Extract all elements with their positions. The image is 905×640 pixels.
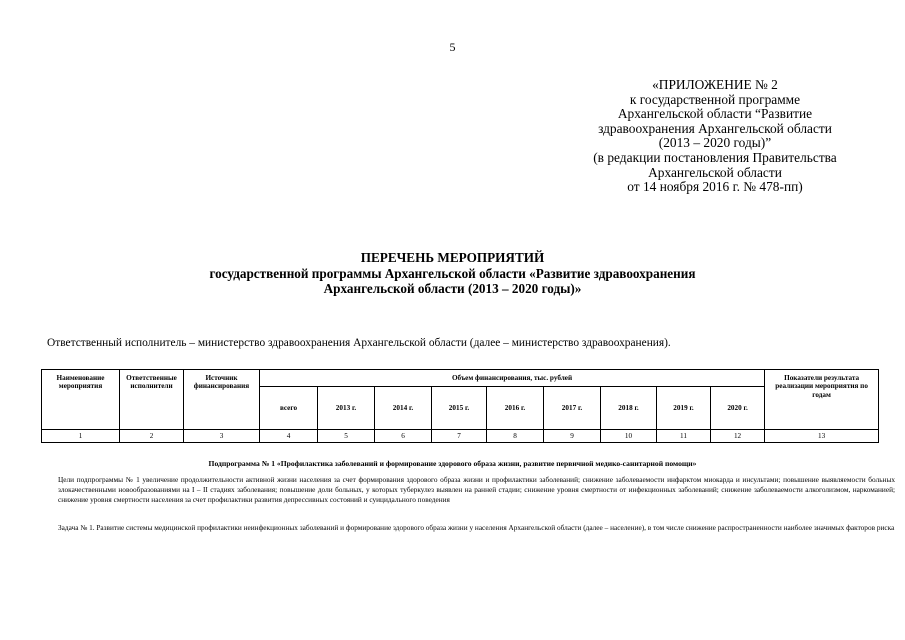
appendix-line: (в редакции постановления Правительства — [593, 149, 837, 165]
appendix-line: Архангельской области “Развитие — [617, 106, 813, 122]
column-number: 9 — [544, 430, 601, 443]
header-indicators: Показатели результата реализации мероприятия по годам — [765, 370, 879, 430]
document-title — [0, 250, 905, 297]
appendix-line: от 14 ноября 2016 г. № 478-пп) — [627, 179, 803, 195]
column-number: 12 — [711, 430, 765, 443]
column-number: 13 — [765, 430, 879, 443]
column-number: 8 — [487, 430, 544, 443]
appendix-line: Архангельской области — [648, 164, 782, 180]
column-number: 4 — [260, 430, 318, 443]
column-number: 5 — [318, 430, 375, 443]
column-number: 2 — [120, 430, 184, 443]
header-year: 2020 г. — [711, 387, 765, 430]
subprogram-title: Подпрограмма № 1 «Профилактика заболеваний и формирование здорового образа жизни, развитие первичной медико-санитарной помощи» — [208, 459, 697, 468]
header-funding: Объем финансирования, тыс. рублей — [260, 370, 765, 387]
header-year: 2019 г. — [657, 387, 711, 430]
responsible-executor: Ответственный исполнитель – министерство здравоохранения Архангельской области (далее – министерство здравоохранения). — [47, 337, 671, 349]
header-year: 2018 г. — [601, 387, 657, 430]
header-executors: Ответственные исполнители — [120, 370, 184, 430]
column-number: 1 — [42, 430, 120, 443]
column-number: 7 — [432, 430, 487, 443]
appendix-line: (2013 – 2020 годы)” — [658, 135, 772, 151]
header-year: 2015 г. — [432, 387, 487, 430]
appendix-line: здравоохранения Архангельской области — [598, 120, 832, 136]
activities-table — [41, 369, 879, 443]
subprogram-goals: Цели подпрограммы № 1 увеличение продолжительности активной жизни населения за счет формирования здорового образа жизни и профилактики заболеваний; снижение заболеваемости инфарктом миокарда и инсультами; повышение выявляемости больных злокачественными новообразованиями на I – II стадиях заболевания; повышение доли больных, у которых туберкулез выявлен на ранней стадии; снижение уровня смертности от инфекционных заболеваний; снижение заболеваемости алкоголизмом, наркоманией; снижение уровня смертности населения за счет профилактики развития депрессивных состояний и суицидального поведения — [58, 475, 895, 504]
header-source: Источник финансирования — [184, 370, 260, 430]
header-year: 2017 г. — [544, 387, 601, 430]
title-line-3: Архангельской области (2013 – 2020 годы)» — [323, 281, 582, 296]
column-number: 3 — [184, 430, 260, 443]
column-number: 6 — [375, 430, 432, 443]
appendix-header — [565, 78, 865, 195]
column-number: 11 — [657, 430, 711, 443]
header-year: 2016 г. — [487, 387, 544, 430]
table-header-row — [42, 370, 879, 387]
appendix-line: к государственной программе — [629, 91, 801, 107]
column-number: 10 — [601, 430, 657, 443]
column-number-row — [42, 430, 879, 443]
header-name: Наименование мероприятия — [42, 370, 120, 430]
appendix-line: «ПРИЛОЖЕНИЕ № 2 — [652, 77, 778, 92]
header-year: 2014 г. — [375, 387, 432, 430]
title-line-2: государственной программы Архангельской области «Развитие здравоохранения — [209, 265, 696, 281]
subprogram-task: Задача № 1. Развитие системы медицинской профилактики неинфекционных заболеваний и формирование здорового образа жизни у населения Архангельской области (далее – население), в том числе снижение распространенности наиболее значимых факторов риска — [58, 523, 895, 532]
title-line-1: ПЕРЕЧЕНЬ МЕРОПРИЯТИЙ — [360, 250, 545, 265]
header-year: 2013 г. — [318, 387, 375, 430]
page-number: 5 — [449, 40, 456, 54]
header-total: всего — [260, 387, 318, 430]
